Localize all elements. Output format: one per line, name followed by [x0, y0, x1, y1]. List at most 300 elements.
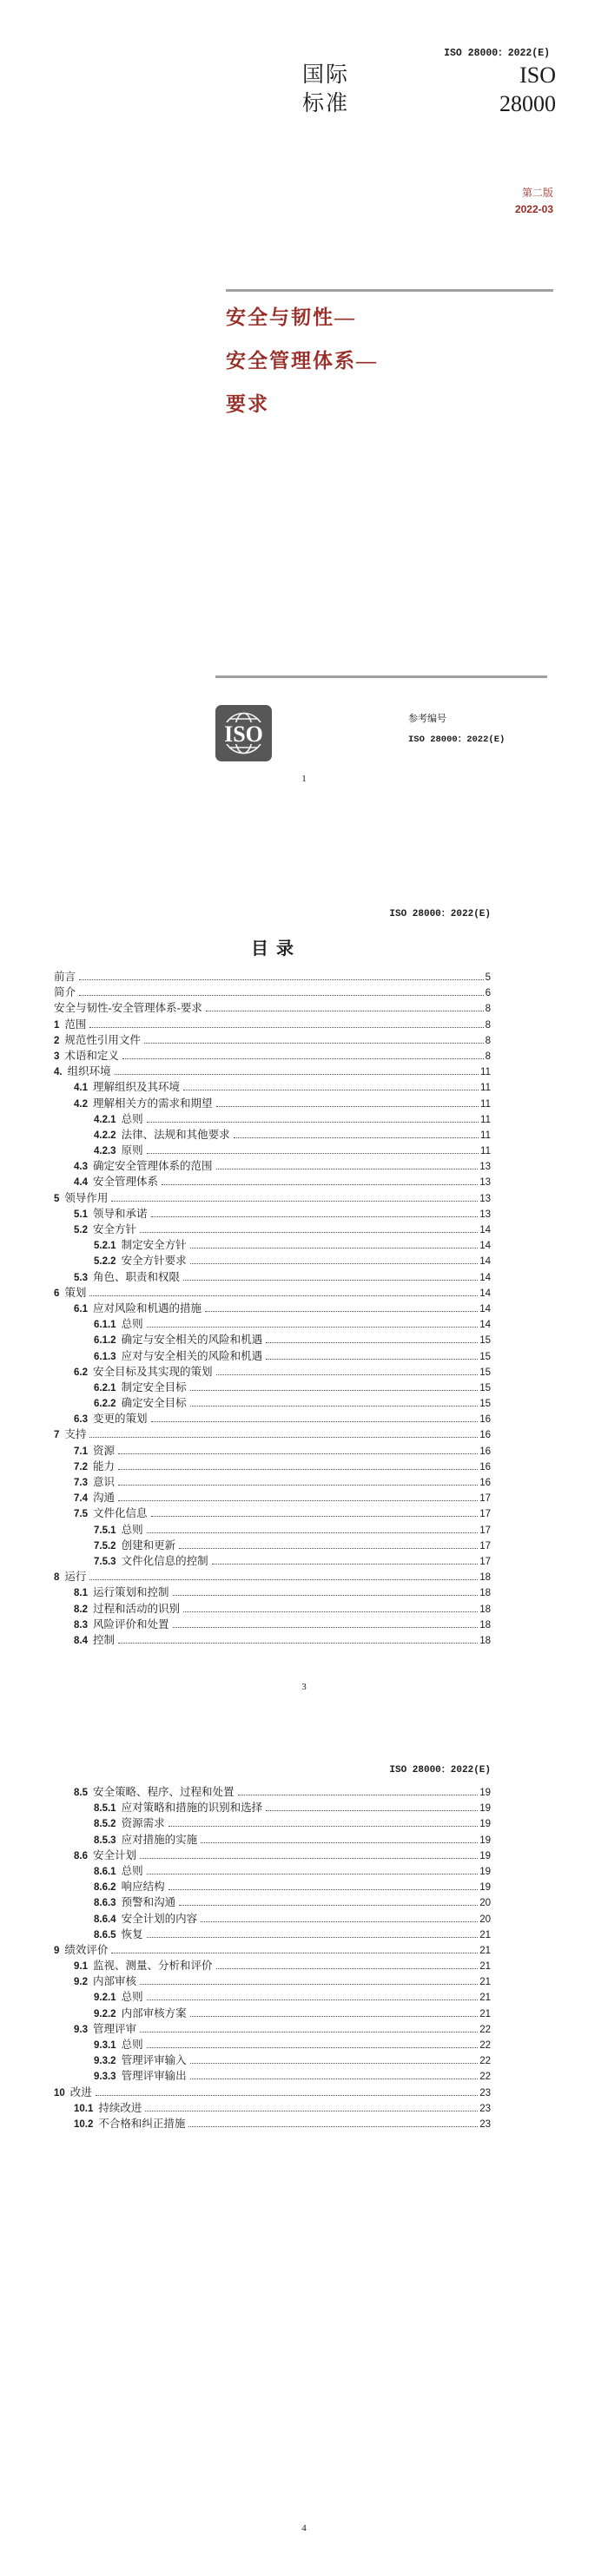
title-divider	[226, 289, 553, 292]
toc-entry-title: 支持	[64, 1428, 87, 1441]
dot-leader	[145, 2111, 478, 2112]
toc-entry	[54, 1942, 491, 1958]
toc-entry	[54, 1863, 491, 1879]
toc-entry-title: 风险评价和处置	[93, 1617, 169, 1631]
dot-leader	[147, 1153, 479, 1154]
toc-entry-number: 3	[54, 1051, 60, 1062]
toc-entry	[54, 1911, 491, 1927]
page-number-4: 4	[301, 2523, 307, 2533]
dot-leader	[201, 1842, 478, 1843]
toc-entry-title: 总则	[121, 1864, 143, 1877]
dot-leader	[162, 1184, 478, 1185]
dot-leader	[179, 1905, 478, 1906]
toc-entry-title: 安全管理体系	[93, 1176, 159, 1189]
edition-block	[515, 185, 553, 218]
toc-entry	[54, 1174, 491, 1189]
dot-leader	[118, 1643, 478, 1644]
toc-entry	[54, 1601, 491, 1617]
toc-entry-title: 文件化信息	[93, 1507, 148, 1520]
toc-entry-title: 变更的策划	[93, 1413, 148, 1426]
toc-entry	[54, 1332, 491, 1347]
toc-entry	[54, 2021, 491, 2037]
toc-entry	[54, 2085, 491, 2100]
toc-entry-title: 绩效评价	[64, 1943, 109, 1956]
toc-entry	[54, 1632, 491, 1648]
toc-entry-title: 确定安全管理体系的范围	[93, 1160, 213, 1173]
toc-entry	[54, 2116, 491, 2131]
toc-entry-number: 4.2.1	[94, 1114, 116, 1125]
toc-entry	[54, 1158, 491, 1174]
toc-entry-number: 6.1.1	[94, 1320, 116, 1331]
dot-leader	[118, 1500, 478, 1501]
toc-entry	[54, 1848, 491, 1863]
toc-entry-title: 理解组织及其环境	[93, 1081, 181, 1094]
dot-leader	[79, 995, 484, 996]
toc-entry-page: 13	[479, 1177, 491, 1189]
cover-title-line-2: 安全管理体系—	[226, 350, 378, 372]
dot-leader	[140, 1232, 478, 1233]
toc-entry-page: 15	[479, 1382, 491, 1393]
toc-entry-number: 9.3.1	[94, 2040, 116, 2051]
toc-list-page3	[54, 969, 491, 1648]
toc-entry-number: 8.6.5	[94, 1929, 116, 1940]
dot-leader	[201, 1921, 478, 1922]
dot-leader	[216, 1374, 479, 1375]
dot-leader	[144, 1043, 484, 1044]
toc-entry-page: 14	[479, 1320, 491, 1331]
toc-entry-title: 安全与韧性-安全管理体系-要求	[54, 1002, 202, 1015]
toc-entry-title: 资源需求	[121, 1817, 165, 1830]
toc-entry-title: 过程和活动的识别	[93, 1602, 181, 1615]
toc-entry-title: 安全目标及其实现的策划	[93, 1365, 213, 1378]
toc-entry-title: 安全计划	[93, 1848, 137, 1861]
toc-entry-page: 23	[479, 2087, 491, 2098]
dot-leader	[118, 1469, 478, 1470]
toc-entry-number: 8.2	[74, 1604, 88, 1615]
toc-entry-number: 9.1	[74, 1961, 88, 1973]
toc-entry-page: 17	[479, 1493, 491, 1505]
dot-leader	[140, 1858, 478, 1859]
toc-entry	[54, 1553, 491, 1569]
toc-entry	[54, 1048, 491, 1064]
toc-entry-page: 17	[479, 1540, 491, 1552]
toc-entry-title: 确定与安全相关的风险和机遇	[121, 1334, 263, 1347]
iso-logo-icon	[215, 705, 272, 761]
toc-entry-number: 10	[54, 2087, 65, 2098]
toc-entry-title: 意识	[93, 1476, 116, 1488]
toc-entry-page: 19	[479, 1882, 491, 1894]
toc-entry-number: 8.4	[74, 1635, 88, 1646]
toc-entry-title: 运行策划和控制	[93, 1586, 169, 1599]
toc-entry-title: 范围	[64, 1018, 87, 1031]
toc-entry	[54, 1538, 491, 1553]
toc-entry-number: 7.5.2	[94, 1540, 116, 1552]
toc-entry-number: 8.3	[74, 1619, 88, 1631]
dot-leader	[173, 1595, 479, 1596]
toc-entry-page: 15	[479, 1399, 491, 1410]
toc-entry-title: 预警和沟通	[121, 1896, 176, 1909]
toc-entry-number: 6.2	[74, 1367, 88, 1378]
dot-leader	[216, 1106, 479, 1107]
toc-entry-number: 9.2	[74, 1977, 88, 1988]
toc-entry-page: 13	[479, 1193, 491, 1204]
iso-logo-text: ISO	[224, 721, 263, 747]
toc-entry-page: 8	[485, 1051, 491, 1062]
toc-entry-title: 改进	[69, 2085, 92, 2098]
toc-entry-title: 沟通	[93, 1492, 116, 1505]
toc-entry-title: 原则	[121, 1144, 143, 1157]
toc-entry-title: 法律、法规和其他要求	[121, 1128, 230, 1141]
toc-entry-number: 8.6.1	[94, 1866, 116, 1877]
toc-entry	[54, 1127, 491, 1143]
toc-entry	[54, 969, 491, 985]
dot-leader	[190, 1263, 479, 1264]
toc-entry-number: 8.5.1	[94, 1803, 116, 1815]
toc-entry-page: 18	[479, 1588, 491, 1599]
toc-entry-number: 2	[54, 1035, 60, 1046]
toc-entry	[54, 1989, 491, 2005]
toc-entry	[54, 985, 491, 1000]
toc-entry-title: 制定安全目标	[121, 1380, 187, 1393]
toc-entry-page: 18	[479, 1572, 491, 1584]
toc-entry-number: 9.3.2	[94, 2056, 116, 2067]
toc-entry-title: 安全策略、程序、过程和处置	[93, 1786, 235, 1798]
dot-leader	[147, 1937, 479, 1938]
toc-entry	[54, 1301, 491, 1316]
toc-entry-number: 7.4	[74, 1493, 88, 1505]
toc-entry-number: 9.2.1	[94, 1993, 116, 2004]
toc-entry	[54, 1380, 491, 1395]
toc-entry-title: 内部审核方案	[121, 2006, 187, 2019]
dot-leader	[212, 1564, 479, 1565]
toc-entry-number: 7.2	[74, 1461, 88, 1472]
dot-leader	[234, 1137, 479, 1138]
toc-entry-number: 6.2.1	[94, 1382, 116, 1393]
dot-leader	[122, 1058, 484, 1059]
toc-entry-page: 19	[479, 1850, 491, 1861]
toc-entry-number: 1	[54, 1019, 60, 1031]
toc-entry-number: 8.6.4	[94, 1914, 116, 1925]
toc-entry	[54, 1832, 491, 1848]
toc-entry	[54, 1443, 491, 1459]
toc-entry	[54, 1079, 491, 1095]
toc-entry-number: 7.5.3	[94, 1556, 116, 1567]
toc-entry-page: 19	[479, 1788, 491, 1798]
toc-entry-number: 4.2	[74, 1098, 88, 1110]
toc-entry	[54, 1237, 491, 1253]
toc-entry	[54, 1111, 491, 1127]
toc-entry-page: 22	[479, 2024, 491, 2035]
dot-leader	[169, 1889, 479, 1890]
toc-entry-title: 安全计划的内容	[121, 1912, 198, 1925]
toc-entry-number: 8.5.3	[94, 1835, 116, 1846]
toc-entry	[54, 1784, 491, 1800]
toc4-header-reference: ISO 28000：2022(E)	[389, 1765, 491, 1776]
dot-leader	[190, 1390, 479, 1391]
toc-entry-page: 21	[479, 1993, 491, 2004]
toc-entry-title: 总则	[121, 1112, 143, 1125]
toc-entry-title: 应对风险和机遇的措施	[93, 1301, 202, 1314]
dot-leader	[147, 1327, 479, 1328]
dot-leader	[89, 1437, 478, 1438]
toc-entry	[54, 1927, 491, 1942]
toc-entry	[54, 1459, 491, 1474]
toc-entry-page: 17	[479, 1525, 491, 1536]
dot-leader	[147, 1532, 479, 1533]
toc-entry-number: 8.6.3	[94, 1898, 116, 1909]
reference-block	[408, 708, 505, 750]
toc-entry-title: 安全方针	[93, 1223, 137, 1235]
toc-entry-page: 21	[479, 1977, 491, 1988]
toc-entry	[54, 2100, 491, 2116]
toc-entry	[54, 1815, 491, 1831]
dot-leader	[169, 1826, 479, 1827]
toc-entry-page: 16	[479, 1446, 491, 1457]
toc-entry	[54, 1426, 491, 1442]
toc-entry-page: 18	[479, 1619, 491, 1631]
dot-leader	[147, 2047, 479, 2048]
toc-entry-number: 5.2	[74, 1225, 88, 1235]
dot-leader	[96, 2095, 478, 2096]
cover-title-line-3: 要求	[226, 393, 269, 415]
toc-entry-title: 组织环境	[67, 1065, 111, 1078]
toc-entry-number: 7.5	[74, 1509, 88, 1520]
toc-entry	[54, 1958, 491, 1973]
toc-entry-title: 安全方针要求	[121, 1255, 187, 1268]
dot-leader	[205, 1311, 478, 1312]
masthead-iso	[499, 61, 556, 118]
masthead-standard-number: 28000	[499, 91, 556, 116]
toc-entry	[54, 1879, 491, 1894]
toc-entry	[54, 1522, 491, 1538]
masthead-iso-word: ISO	[519, 63, 556, 88]
page-number-1: 1	[301, 774, 307, 784]
toc-entry-page: 14	[479, 1256, 491, 1268]
toc-entry	[54, 1800, 491, 1815]
toc-entry-title: 不合格和纠正措施	[98, 2117, 186, 2130]
toc-entry-page: 16	[479, 1461, 491, 1472]
toc-entry-number: 5.2.1	[94, 1241, 116, 1252]
toc-entry-number: 10.2	[74, 2118, 94, 2130]
toc-entry-title: 管理评审	[93, 2022, 137, 2035]
toc-entry	[54, 1285, 491, 1301]
toc-entry-title: 管理评审输入	[121, 2054, 187, 2067]
masthead-standard-label: 标准	[302, 92, 350, 115]
toc-entry	[54, 1617, 491, 1632]
toc-entry-number: 7	[54, 1430, 60, 1441]
toc-entry-title: 术语和定义	[64, 1049, 119, 1062]
dot-leader	[111, 1201, 478, 1202]
edition-label: 第二版	[521, 187, 553, 199]
toc-entry-page: 11	[480, 1130, 491, 1141]
toc-entry-page: 17	[479, 1509, 491, 1520]
toc-entry	[54, 2052, 491, 2068]
toc-entry-page: 6	[485, 988, 491, 999]
toc-entry	[54, 1096, 491, 1111]
toc-entry-title: 应对策略和措施的识别和选择	[121, 1802, 263, 1815]
toc-entry-number: 5.1	[74, 1209, 88, 1220]
toc-entry	[54, 1017, 491, 1032]
toc-entry-page: 16	[479, 1478, 491, 1488]
toc-entry-title: 策划	[64, 1286, 87, 1299]
dot-leader	[151, 1216, 479, 1217]
toc-entry-number: 9	[54, 1945, 60, 1956]
toc-entry-title: 控制	[93, 1633, 116, 1646]
toc-entry-page: 13	[479, 1162, 491, 1173]
toc-entry-title: 领导作用	[64, 1191, 109, 1204]
toc-entry-title: 规范性引用文件	[64, 1033, 141, 1046]
toc-entry	[54, 1505, 491, 1521]
toc-entry-page: 11	[480, 1098, 491, 1110]
toc-entry	[54, 1000, 491, 1016]
toc-entry-number: 6.1.3	[94, 1351, 116, 1362]
toc-entry-number: 8	[54, 1572, 60, 1584]
toc-entry-page: 11	[480, 1083, 491, 1094]
toc-entry-page: 22	[479, 2072, 491, 2083]
toc-entry-page: 22	[479, 2040, 491, 2051]
dot-leader	[183, 1280, 478, 1281]
reference-label: 参考编号	[408, 714, 446, 724]
toc-entry-number: 7.3	[74, 1478, 88, 1488]
toc-entry-number: 8.6	[74, 1850, 88, 1861]
toc-entry	[54, 1316, 491, 1332]
toc-entry-page: 15	[479, 1335, 491, 1347]
toc-entry	[54, 1032, 491, 1048]
toc-entry-title: 恢复	[121, 1927, 143, 1940]
toc-entry-title: 前言	[54, 971, 76, 983]
toc-entry-number: 6.3	[74, 1414, 88, 1426]
dot-leader	[190, 2063, 479, 2064]
toc-entry-page: 14	[479, 1225, 491, 1235]
toc-entry	[54, 1064, 491, 1079]
toc-entry-title: 能力	[93, 1459, 116, 1472]
toc-entry-title: 运行	[64, 1571, 87, 1584]
toc-entry-page: 21	[479, 2008, 491, 2019]
toc-entry	[54, 1190, 491, 1206]
toc-list-page4	[54, 1784, 491, 2131]
toc-entry	[54, 1584, 491, 1600]
toc-entry-page: 14	[479, 1241, 491, 1252]
toc-entry-page: 21	[479, 1961, 491, 1973]
toc-entry-title: 领导和承诺	[93, 1207, 148, 1220]
dot-leader	[190, 2016, 479, 2017]
toc-title: 目录	[251, 939, 301, 959]
toc-entry-page: 15	[479, 1351, 491, 1362]
toc-entry-title: 响应结构	[121, 1881, 165, 1894]
toc-entry-title: 资源	[93, 1444, 116, 1457]
toc-entry-title: 总则	[121, 1991, 143, 2004]
toc-entry-number: 4.4	[74, 1177, 88, 1189]
dot-leader	[179, 1548, 478, 1549]
toc-entry-page: 19	[479, 1866, 491, 1877]
toc-entry-page: 14	[479, 1288, 491, 1299]
toc-entry-page: 8	[485, 1019, 491, 1031]
dot-leader	[89, 1579, 478, 1580]
toc-entry	[54, 1490, 491, 1505]
reference-number: ISO 28000：2022(E)	[408, 735, 506, 745]
toc-entry-title: 持续改进	[98, 2101, 142, 2114]
dot-leader	[118, 1485, 478, 1486]
toc-entry	[54, 1143, 491, 1158]
dot-leader	[79, 979, 484, 980]
dot-leader	[115, 1074, 479, 1075]
toc-entry-page: 5	[485, 972, 491, 983]
masthead-chinese	[302, 61, 349, 118]
toc-entry-page: 19	[479, 1835, 491, 1846]
toc-entry-number: 5.3	[74, 1272, 88, 1283]
toc-entry-title: 角色、职责和权限	[93, 1270, 181, 1283]
toc-entry-page: 21	[479, 1929, 491, 1940]
toc-entry-page: 14	[479, 1272, 491, 1283]
toc-entry-number: 6.2.2	[94, 1399, 116, 1410]
toc-entry	[54, 1348, 491, 1364]
toc-entry	[54, 1894, 491, 1910]
dot-leader	[188, 2126, 478, 2127]
toc-entry-number: 4.	[54, 1067, 63, 1078]
dot-leader	[118, 1453, 478, 1454]
dot-leader	[216, 1968, 479, 1969]
toc-entry-title: 制定安全方针	[121, 1239, 187, 1252]
toc-entry-page: 19	[479, 1819, 491, 1830]
toc-entry	[54, 1206, 491, 1222]
cover-doc-reference: ISO 28000：2022(E)	[444, 48, 550, 59]
toc-entry	[54, 1474, 491, 1490]
toc-entry-page: 19	[479, 1803, 491, 1815]
dot-leader	[266, 1359, 478, 1360]
toc-entry-page: 20	[479, 1898, 491, 1909]
dot-leader	[266, 1810, 478, 1811]
toc-entry-number: 8.1	[74, 1588, 88, 1599]
dot-leader	[89, 1027, 483, 1028]
toc-entry-title: 应对措施的实施	[121, 1833, 198, 1846]
toc-entry-page: 11	[480, 1067, 491, 1078]
toc-entry-number: 9.3	[74, 2024, 88, 2035]
toc-entry	[54, 1411, 491, 1426]
toc-entry-title: 理解相关方的需求和期望	[93, 1097, 213, 1110]
toc-entry-number: 5.2.2	[94, 1256, 116, 1268]
toc-entry	[54, 1364, 491, 1380]
toc-entry	[54, 1973, 491, 1989]
toc-entry	[54, 1569, 491, 1584]
cover-title-line-1: 安全与韧性—	[226, 306, 356, 328]
toc-entry-number: 6.1.2	[94, 1335, 116, 1347]
toc-entry-page: 13	[479, 1209, 491, 1220]
toc-entry-page: 11	[480, 1146, 491, 1157]
toc-entry-number: 8.6.2	[94, 1882, 116, 1894]
dot-leader	[151, 1421, 479, 1422]
toc-entry-title: 创建和更新	[121, 1538, 176, 1552]
toc-entry-page: 16	[479, 1414, 491, 1426]
toc-entry-title: 总则	[121, 2039, 143, 2051]
toc-entry-number: 7.5.1	[94, 1525, 116, 1536]
toc-entry-number: 9.2.2	[94, 2008, 116, 2019]
toc-entry-title: 内部审核	[93, 1975, 137, 1988]
toc-entry-page: 16	[479, 1430, 491, 1441]
toc-entry-number: 9.3.3	[94, 2072, 116, 2083]
cover-title	[226, 296, 378, 426]
toc-entry	[54, 2068, 491, 2084]
toc-entry-page: 11	[480, 1114, 491, 1125]
dot-leader	[173, 1627, 479, 1628]
toc-entry-title: 应对与安全相关的风险和机遇	[121, 1349, 263, 1362]
toc-entry	[54, 1253, 491, 1268]
toc-entry-page: 18	[479, 1635, 491, 1646]
toc-entry-page: 20	[479, 1914, 491, 1925]
toc-entry-page: 17	[479, 1556, 491, 1567]
dot-leader	[151, 1516, 479, 1517]
toc-entry-title: 监视、测量、分析和评价	[93, 1960, 213, 1973]
edition-date: 2022-03	[514, 203, 553, 215]
